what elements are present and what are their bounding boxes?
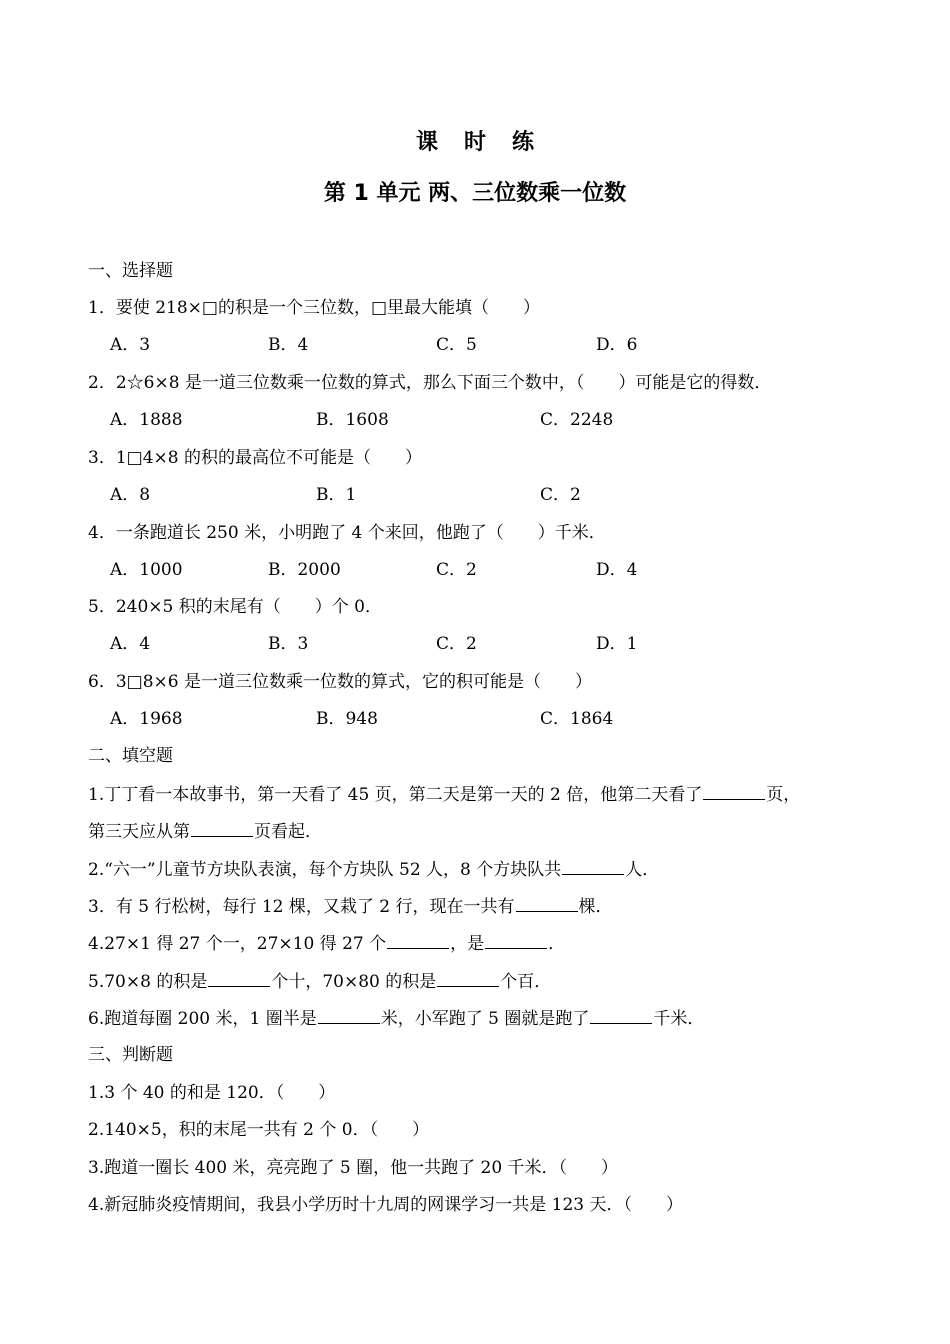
option: B．1 (316, 485, 357, 505)
answer-blank[interactable] (590, 1007, 652, 1024)
fill-question (88, 932, 565, 955)
option: A．8 (110, 485, 151, 505)
question-text: 棵． (578, 897, 613, 917)
option: A．1000 (110, 560, 183, 580)
section-heading-judge: 三、判断题 (88, 1045, 173, 1065)
option: C．1864 (540, 709, 614, 729)
fill-question (88, 1007, 704, 1030)
question-text: 3．有 5 行松树，每行 12 棵，又栽了 2 行，现在一共有 (88, 897, 515, 917)
judge-question: 1.3 个 40 的和是 120．（ ） (88, 1083, 336, 1103)
question-text: 1.丁丁看一本故事书，第一天看了 45 页，第二天是第一天的 2 倍，他第二天看了 (88, 785, 703, 805)
option: A．4 (110, 634, 151, 654)
answer-blank[interactable] (208, 970, 270, 987)
section-heading-fill: 二、填空题 (88, 746, 173, 766)
question-text: 第三天应从第 (88, 822, 190, 842)
answer-blank[interactable] (318, 1007, 380, 1024)
question-text: 米，小军跑了 5 圈就是跑了 (380, 1009, 590, 1029)
option: C．2248 (540, 410, 614, 430)
answer-blank[interactable] (387, 932, 449, 949)
question-text: 个百． (500, 972, 552, 992)
option: A．1968 (110, 709, 183, 729)
option: C．2 (540, 485, 581, 505)
judge-question: 4.新冠肺炎疫情期间，我县小学历时十九周的网课学习一共是 123 天．（ ） (88, 1195, 683, 1215)
answer-blank[interactable] (703, 783, 765, 800)
question-text: 千米． (653, 1009, 705, 1029)
answer-blank[interactable] (562, 858, 624, 875)
question-text: 5．240×5 积的末尾有（ ）个 0． (88, 597, 382, 617)
question-text: 1．要使 218×□的积是一个三位数，□里最大能填（ ） (88, 298, 541, 318)
question-text: 页， (766, 785, 801, 805)
fill-question (88, 895, 613, 918)
page-title: 课时练 (415, 130, 560, 155)
option: D．6 (596, 335, 638, 355)
question-text: 页看起． (254, 822, 322, 842)
fill-question-cont (88, 820, 322, 843)
answer-blank[interactable] (516, 895, 578, 912)
fill-question (88, 858, 659, 881)
question-text: 4．一条跑道长 250 米，小明跑了 4 个来回，他跑了（ ）千米． (88, 523, 606, 543)
question-text: 2.“六一”儿童节方块队表演，每个方块队 52 人，8 个方块队共 (88, 860, 562, 880)
option: B．2000 (268, 560, 341, 580)
question-text: 人． (625, 860, 660, 880)
fill-question (88, 783, 800, 806)
page-subtitle: 第 1 单元 两、三位数乘一位数 (323, 181, 627, 206)
question-text: ，是 (450, 934, 485, 954)
question-text: 2．2☆6×8 是一道三位数乘一位数的算式，那么下面三个数中，（ ）可能是它的得数． (88, 373, 772, 393)
question-text: 6.跑道每圈 200 米，1 圈半是 (88, 1009, 317, 1029)
option: B．1608 (316, 410, 389, 430)
option: D．1 (596, 634, 638, 654)
question-text: 3．1□4×8 的积的最高位不可能是（ ） (88, 448, 422, 468)
option: C．2 (436, 560, 477, 580)
answer-blank[interactable] (485, 932, 547, 949)
question-text: 个十，70×80 的积是 (271, 972, 437, 992)
question-text: 4.27×1 得 27 个一，27×10 得 27 个 (88, 934, 387, 954)
answer-blank[interactable] (191, 820, 253, 837)
section-heading-choice: 一、选择题 (88, 261, 173, 281)
question-text: 6．3□8×6 是一道三位数乘一位数的算式，它的积可能是（ ） (88, 672, 592, 692)
option: B．4 (268, 335, 309, 355)
option: A．1888 (110, 410, 183, 430)
question-text: ． (548, 934, 566, 954)
judge-question: 2.140×5，积的末尾一共有 2 个 0．（ ） (88, 1120, 430, 1140)
question-text: 5.70×8 的积是 (88, 972, 208, 992)
option: B．3 (268, 634, 309, 654)
option: C．5 (436, 335, 477, 355)
judge-question: 3.跑道一圈长 400 米，亮亮跑了 5 圈，他一共跑了 20 千米．（ ） (88, 1158, 619, 1178)
fill-question (88, 970, 551, 993)
option: A．3 (110, 335, 151, 355)
answer-blank[interactable] (437, 970, 499, 987)
option: B．948 (316, 709, 378, 729)
option: D．4 (596, 560, 638, 580)
option: C．2 (436, 634, 477, 654)
